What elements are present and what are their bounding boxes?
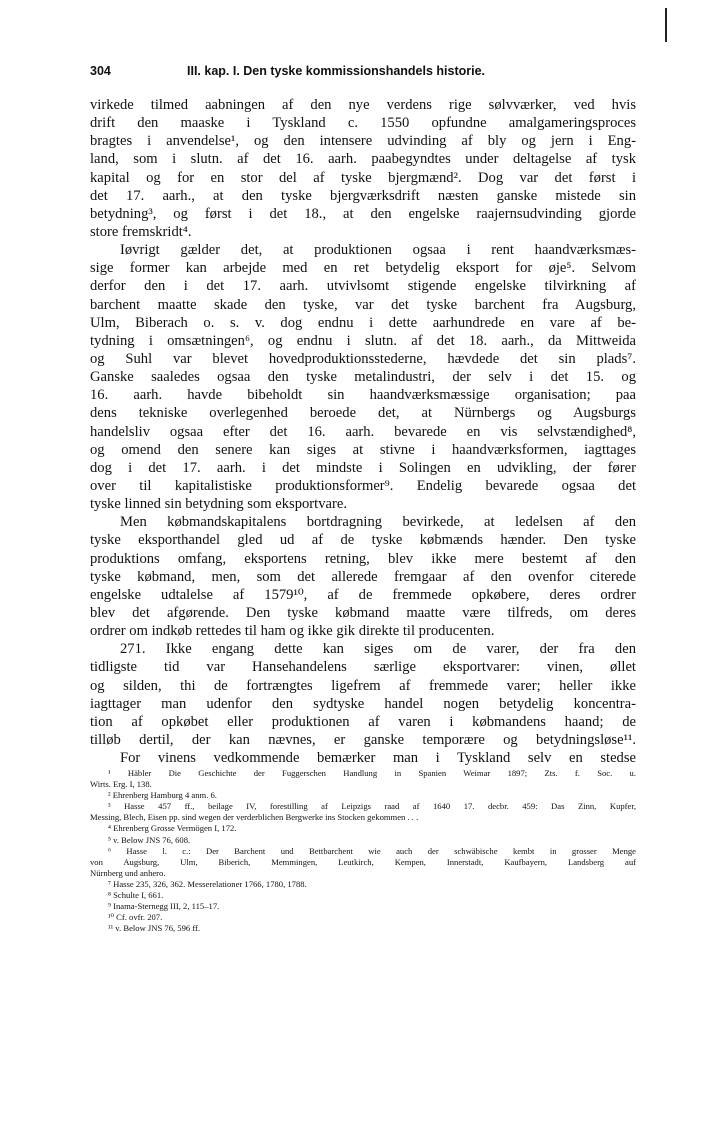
text-line: tion af opkøbet eller produktionen af varen i købmandens haand; de	[90, 713, 636, 730]
text-line: tyske købmand, men, som det allerede fremgaar af den ovenfor citerede	[90, 568, 636, 585]
text-line: 271. Ikke engang dette kan siges om de varer, der fra den	[120, 641, 636, 658]
text-line: over til kapitalistiske produktionsformer⁹. Endelig bevarede ogsaa det	[90, 477, 636, 494]
footnotes	[90, 768, 636, 934]
text-line: det 17. aarh., at den tyske bjergværksdrift næsten ganske mistede sin	[90, 187, 636, 204]
text-line: tyske linned sin betydning som eksportvare.	[90, 496, 347, 513]
text-line: drift den maaske i Tyskland c. 1550 opfundne amalgameringsproces	[90, 115, 636, 132]
footnote-line: Messing, Blech, Eisen pp. sind wegen der verderblichen Bergwerke ins Stocken gekommen . . .	[90, 812, 419, 823]
footnote-line: ⁸ Schulte I, 661.	[108, 890, 164, 901]
footnote-line: ² Ehrenberg Hamburg 4 anm. 6.	[108, 790, 217, 801]
text-line: sige former kan arbejde med en ret betydelig eksport for øje⁵. Selvom	[90, 260, 636, 277]
text-line: virkede tilmed aabningen af den nye verdens rige sølvværker, ved hvis	[90, 97, 636, 113]
text-line: dens tekniske overlegenhed beroede det, at Nürnbergs og Augsburgs	[90, 405, 636, 422]
text-line: bragtes i anvendelse¹, og den intensere udvinding af bly og jern i Eng-	[90, 133, 636, 150]
footnote-line: ⁵ v. Below JNS 76, 608.	[108, 834, 191, 845]
footnote-line: ⁶ Hasse l. c.: Der Barchent und Bettbarchent wie auch der schwäbische kembt in grosser Menge	[108, 845, 636, 856]
text-line: Iøvrigt gælder det, at produktionen ogsaa i rent haandværksmæs-	[120, 242, 636, 259]
footnote-line: ¹⁰ Cf. ovfr. 207.	[108, 912, 163, 923]
footnote-line: ⁷ Hasse 235, 326, 362. Messerelationer 1766, 1780, 1788.	[108, 878, 307, 889]
text-line: iagttager man udenfor den sydtyske handel nogen betydelig koncentra-	[90, 695, 636, 712]
footnote-line: Nürnberg und anhero.	[90, 867, 166, 878]
page-edge-mark	[665, 8, 667, 42]
running-title: III. kap. I. Den tyske kommissionshandels historie.	[187, 64, 486, 78]
text-line: handelsliv ogsaa efter det 16. aarh. bevarede en vis selvstændighed⁸,	[90, 423, 636, 440]
footnote-line: von Augsburg, Ulm, Biberich, Memmingen, Leutkirch, Kempen, Innerstadt, Kaufbayern, Landsberg auf	[90, 856, 636, 867]
text-line: Ulm, Biberach o. s. v. dog endnu i dette aarhundrede en vare af be-	[90, 314, 636, 331]
running-header	[90, 64, 636, 82]
footnote-line: ⁴ Ehrenberg Grosse Vermögen I, 172.	[108, 823, 237, 834]
text-line: store fremskridt⁴.	[90, 223, 192, 240]
text-line: dog i det 17. aarh. i det mindste i Solingen en udvikling, der fører	[90, 459, 636, 476]
body-text	[90, 96, 636, 767]
text-line: derfor den i det 17. aarh. utvivlsomt stigende engelske tilvirkning af	[90, 278, 636, 295]
text-line: og Suhl var blevet hovedproduktionsstederne, hævdede det sin plads⁷.	[90, 350, 636, 367]
text-line: land, som i slutn. af det 16. aarh. paabegyndtes under deltagelse af tysk	[90, 151, 636, 168]
footnote-line: ¹¹ v. Below JNS 76, 596 ff.	[108, 923, 201, 934]
text-line: blev det afgørende. Den tyske købmand maatte være tilfreds, om deres	[90, 604, 636, 621]
text-line: tilløb dertil, der kan nævnes, er ganske temporære og betydningsløse¹¹.	[90, 731, 636, 748]
text-line: tyske eksporthandel gled ud af de tyske købmænds hænder. Den tyske	[90, 532, 636, 549]
text-line: tydning i omsætningen⁶, og endnu i slutn. af det 18. aarh., da Mittweida	[90, 332, 636, 349]
page-number: 304	[90, 64, 111, 78]
text-line: tidligste tid var Hansehandelens særlige eksportvarer: vinen, øllet	[90, 659, 636, 676]
text-line: betydning³, og først i det 18., at den engelske raajernsudvinding gjorde	[90, 205, 636, 222]
text-line: kapital og for en stor del af tyske bjergmænd². Dog var det først i	[90, 169, 636, 186]
footnote-line: ⁹ Inama-Sternegg III, 2, 115–17.	[108, 901, 220, 912]
text-line: Men købmandskapitalens bortdragning bevirkede, at ledelsen af den	[120, 514, 636, 531]
text-line: Ganske saaledes ogsaa den tyske metalindustri, der selv i det 15. og	[90, 369, 636, 386]
text-line: barchent maatte skade den tyske, var det tyske barchent fra Augsburg,	[90, 296, 636, 313]
footnote-line: Wirts. Erg. I, 138.	[90, 779, 152, 790]
text-line: og silden, thi de fortrængtes ligefrem af fremmede varer; heller ikke	[90, 677, 636, 694]
text-line: 16. aarh. havde bibeholdt sin haandværksmæssige organisation; paa	[90, 387, 636, 404]
footnote-line: ¹ Häbler Die Geschichte der Fuggerschen Handlung in Spanien Weimar 1897; Zts. f. Soc. u.	[108, 768, 636, 778]
text-line: engelske udtalelse af 1579¹⁰, af de fremmede opkøbere, deres ordrer	[90, 586, 636, 603]
text-line: produktions omfang, eksportens retning, blev ikke mere bestemt af den	[90, 550, 636, 567]
text-line: og omend den senere kan siges at stivne i haandværksformen, iagttages	[90, 441, 636, 458]
footnote-line: ³ Hasse 457 ff., beilage IV, forestilling af Leipzigs raad af 1640 17. decbr. 459: Das Zinn, Kupfer,	[108, 801, 636, 812]
text-line: For vinens vedkommende bemærker man i Tyskland selv en stedse	[120, 750, 636, 767]
text-line: ordrer om indkøb rettedes til ham og ikke gik direkte til producenten.	[90, 623, 495, 640]
